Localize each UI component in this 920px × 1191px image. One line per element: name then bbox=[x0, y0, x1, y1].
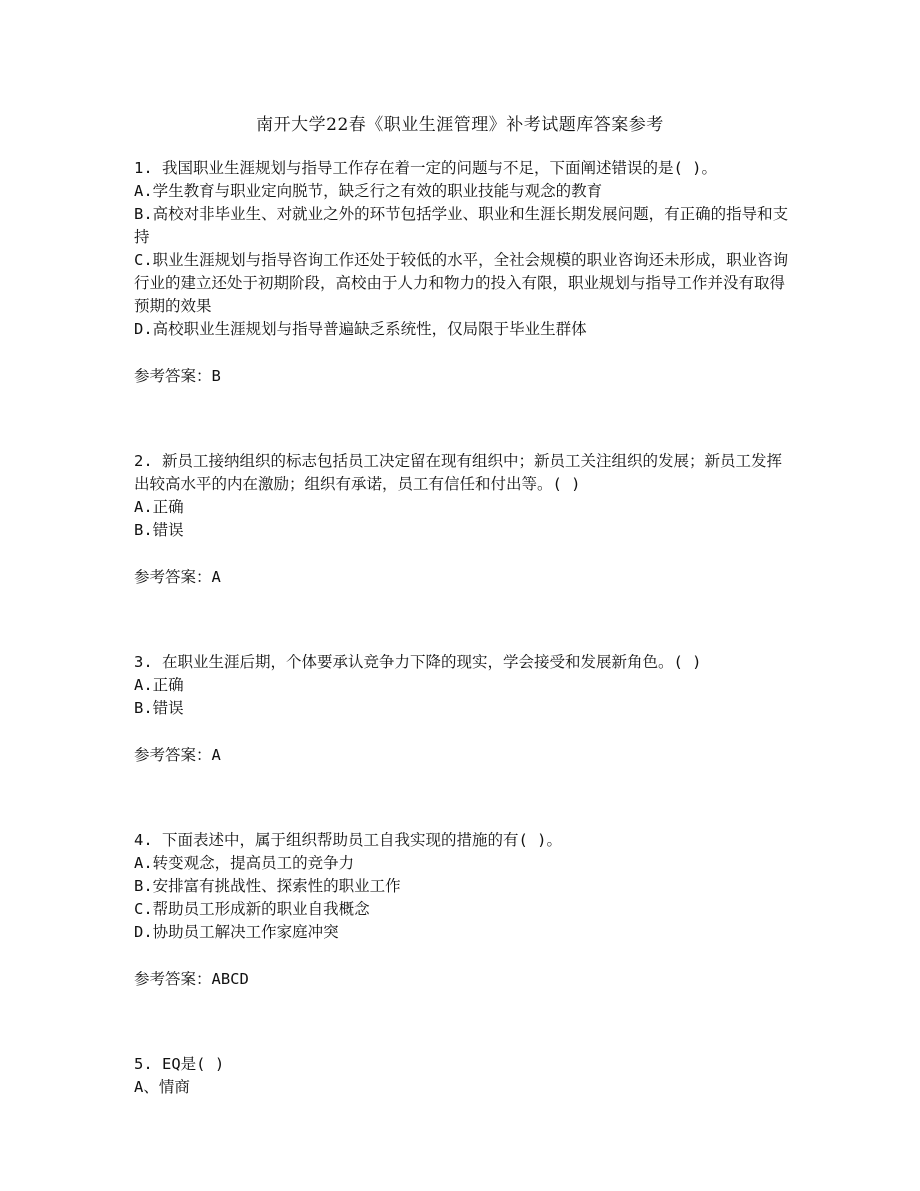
answer-prefix: 参考答案： bbox=[134, 970, 212, 988]
reference-answer bbox=[134, 968, 794, 991]
question-stem: 1. 我国职业生涯规划与指导工作存在着一定的问题与不足，下面阐述错误的是( )。 bbox=[134, 159, 717, 177]
answer-prefix: 参考答案： bbox=[134, 367, 212, 385]
answer-prefix: 参考答案： bbox=[134, 746, 212, 764]
option-a: A.转变观念，提高员工的竞争力 bbox=[134, 854, 355, 872]
option-a: A.正确 bbox=[134, 498, 184, 516]
question-list bbox=[134, 157, 794, 1099]
option-d: D.高校职业生涯规划与指导普遍缺乏系统性，仅局限于毕业生群体 bbox=[134, 320, 587, 338]
answer-value: ABCD bbox=[211, 970, 249, 988]
question-stem: 4. 下面表述中，属于组织帮助员工自我实现的措施的有( )。 bbox=[134, 831, 562, 849]
option-a: A.学生教育与职业定向脱节，缺乏行之有效的职业技能与观念的教育 bbox=[134, 182, 603, 200]
question-stem: 3. 在职业生涯后期，个体要承认竞争力下降的现实，学会接受和发展新角色。( ) bbox=[134, 653, 702, 671]
question-1 bbox=[134, 157, 794, 388]
option-b: B.错误 bbox=[134, 699, 184, 717]
option-a: A.正确 bbox=[134, 676, 184, 694]
answer-value: A bbox=[211, 568, 221, 586]
reference-answer bbox=[134, 566, 794, 589]
question-stem: 5. EQ是( ) bbox=[134, 1055, 225, 1073]
question-3 bbox=[134, 651, 794, 767]
reference-answer bbox=[134, 744, 794, 767]
answer-value: A bbox=[211, 746, 221, 764]
option-b: B.错误 bbox=[134, 521, 184, 539]
question-5 bbox=[134, 1053, 794, 1099]
option-d: D.协助员工解决工作家庭冲突 bbox=[134, 923, 339, 941]
question-stem: 2. 新员工接纳组织的标志包括员工决定留在现有组织中；新员工关注组织的发展；新员工发挥出较高水平的内在激励；组织有承诺，员工有信任和付出等。( ) bbox=[134, 452, 782, 493]
option-b: B.高校对非毕业生、对就业之外的环节包括学业、职业和生涯长期发展问题，有正确的指导和支持 bbox=[134, 205, 789, 246]
option-c: C.帮助员工形成新的职业自我概念 bbox=[134, 900, 370, 918]
document-title: 南开大学22春《职业生涯管理》补考试题库答案参考 bbox=[256, 115, 664, 135]
question-4 bbox=[134, 829, 794, 991]
option-c: C.职业生涯规划与指导咨询工作还处于较低的水平，全社会规模的职业咨询还未形成，职业咨询行业的建立还处于初期阶段，高校由于人力和物力的投入有限，职业规划与指导工作并没有取得预期的效果 bbox=[134, 251, 789, 315]
option-a: A、情商 bbox=[134, 1078, 190, 1096]
reference-answer bbox=[134, 365, 794, 388]
question-2 bbox=[134, 450, 794, 589]
answer-prefix: 参考答案： bbox=[134, 568, 212, 586]
option-b: B.安排富有挑战性、探索性的职业工作 bbox=[134, 877, 401, 895]
answer-value: B bbox=[211, 367, 221, 385]
